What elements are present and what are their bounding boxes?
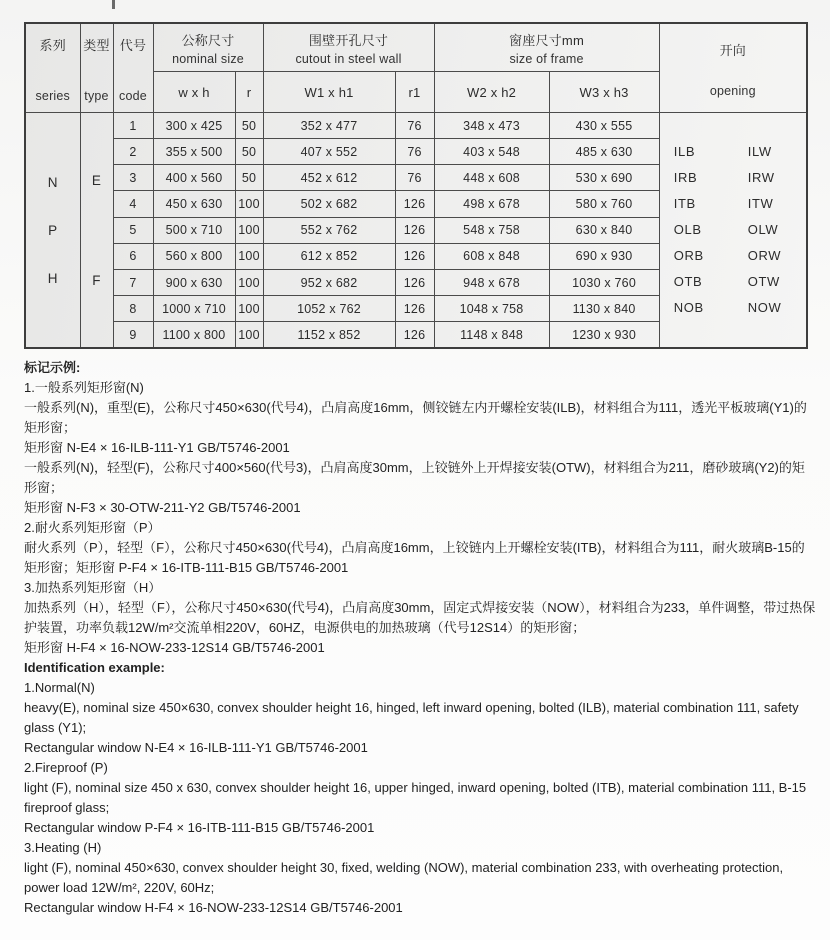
wxh-cell: 400 x 560: [153, 165, 235, 191]
opening-code: ITB: [673, 196, 696, 211]
series-P: P: [48, 222, 58, 238]
notes-title-zh: 标记示例:: [24, 360, 81, 375]
w3h3-cell: 430 x 555: [549, 113, 659, 139]
w2h2-cell: 448 x 608: [434, 165, 549, 191]
note-zh-heating-code: 矩形窗 H-F4 × 16-NOW-233-12S14 GB/T5746-2001: [24, 640, 325, 655]
w2h2-cell: 348 x 473: [434, 113, 549, 139]
type-cell: [80, 113, 113, 349]
w3h3-cell: 530 x 690: [549, 165, 659, 191]
header-r1: r1: [395, 72, 434, 113]
opening-pair: [660, 269, 807, 295]
r1-cell: 126: [395, 243, 434, 269]
opening-pair: [660, 243, 807, 269]
note-zh-fireproof-desc: 耐火系列（P），轻型（F），公称尺寸450×630(代号4)，凸肩高度16mm，上铰链内上开螺栓安装(ITB)，材料组合为111，耐火玻璃B-15的矩形窗；矩形窗 P-F4 × 16-ITB-111-B15 GB/T5746-2001: [24, 540, 805, 575]
header-cutout: [263, 23, 434, 72]
w3h3-cell: 690 x 930: [549, 243, 659, 269]
w1h1-cell: 1052 x 762: [263, 296, 395, 322]
opening-code: ITW: [747, 196, 774, 211]
r1-cell: 126: [395, 217, 434, 243]
wxh-cell: 300 x 425: [153, 113, 235, 139]
code-cell: 5: [113, 217, 153, 243]
header-w3xh3: W3 x h3: [549, 72, 659, 113]
header-series-zh: 系列: [39, 38, 66, 53]
code-cell: 1: [113, 113, 153, 139]
w1h1-cell: 352 x 477: [263, 113, 395, 139]
r-cell: 100: [235, 322, 263, 348]
header-r: r: [235, 72, 263, 113]
wxh-cell: 450 x 630: [153, 191, 235, 217]
w1h1-cell: 502 x 682: [263, 191, 395, 217]
w3h3-cell: 1030 x 760: [549, 269, 659, 295]
table-body: [25, 113, 807, 349]
r-cell: 100: [235, 296, 263, 322]
series-N: N: [47, 174, 58, 190]
header-code-zh: 代号: [119, 38, 147, 53]
r-cell: 100: [235, 217, 263, 243]
type-E: E: [91, 172, 102, 188]
header-opening: [659, 23, 807, 113]
notes-section: [24, 358, 816, 918]
opening-code: OLB: [673, 222, 702, 237]
header-code: [113, 23, 153, 113]
code-cell: 3: [113, 165, 153, 191]
note-zh-section2-title: 2.耐火系列矩形窗（P）: [24, 520, 161, 535]
series-H: H: [47, 270, 58, 286]
wxh-cell: 500 x 710: [153, 217, 235, 243]
spec-table: [24, 22, 808, 349]
r1-cell: 76: [395, 113, 434, 139]
w2h2-cell: 1048 x 758: [434, 296, 549, 322]
series-cell: [25, 113, 80, 349]
opening-code: OLW: [747, 222, 779, 237]
header-series: [25, 23, 80, 113]
opening-code: NOW: [747, 300, 782, 315]
note-en-section1-title: 1.Normal(N): [24, 680, 95, 695]
wxh-cell: 900 x 630: [153, 269, 235, 295]
opening-pair: [660, 191, 807, 217]
header-cutout-zh: 围壁开孔尺寸: [308, 32, 389, 48]
code-cell: 9: [113, 322, 153, 348]
header-wxh: w x h: [153, 72, 235, 113]
note-en-section2-title: 2.Fireproof (P): [24, 760, 108, 775]
r1-cell: 76: [395, 139, 434, 165]
note-en-normal-code: Rectangular window N-E4 × 16-ILB-111-Y1 GB/T5746-2001: [24, 740, 368, 755]
opening-pair: [660, 217, 807, 243]
w2h2-cell: 1148 x 848: [434, 322, 549, 348]
r1-cell: 126: [395, 296, 434, 322]
opening-pair: [660, 139, 807, 165]
r-cell: 50: [235, 113, 263, 139]
header-opening-en: opening: [709, 84, 756, 98]
header-series-en: series: [35, 89, 71, 103]
w1h1-cell: 452 x 612: [263, 165, 395, 191]
note-zh-normal-light-desc: 一般系列(N)，轻型(F)，公称尺寸400×560(代号3)，凸肩高度30mm，上铰链外上开焊接安装(OTW)，材料组合为211，磨砂玻璃(Y2)的矩形窗；: [24, 460, 805, 495]
header-cutout-en: cutout in steel wall: [295, 51, 402, 66]
r-cell: 100: [235, 191, 263, 217]
header-frame-zh: 窗座尺寸mm: [509, 32, 584, 48]
w2h2-cell: 948 x 678: [434, 269, 549, 295]
code-cell: 4: [113, 191, 153, 217]
header-code-en: code: [119, 89, 147, 103]
w1h1-cell: 612 x 852: [263, 243, 395, 269]
wxh-cell: 1000 x 710: [153, 296, 235, 322]
note-en-fireproof-code: Rectangular window P-F4 × 16-ITB-111-B15 GB/T5746-2001: [24, 820, 375, 835]
header-opening-zh: 开向: [719, 43, 746, 58]
w3h3-cell: 580 x 760: [549, 191, 659, 217]
r-cell: 100: [235, 269, 263, 295]
type-F: F: [92, 272, 101, 288]
w3h3-cell: 1130 x 840: [549, 296, 659, 322]
table-header: [25, 23, 807, 113]
note-en-normal-desc: heavy(E), nominal size 450×630, convex shoulder height 16, hinged, left inward opening, bolted (ILB), material combination 111, safety glass (Y1);: [24, 700, 799, 735]
opening-code: OTW: [747, 274, 780, 289]
w3h3-cell: 1230 x 930: [549, 322, 659, 348]
opening-code: ILW: [747, 144, 772, 159]
header-nominal-size: [153, 23, 263, 72]
r1-cell: 126: [395, 322, 434, 348]
note-en-heating-desc: light (F), nominal 450×630, convex shoulder height 30, fixed, welding (NOW), material combination 233, with overheating protection, power load 12W/m², 220V, 60Hz;: [24, 860, 784, 895]
notes-title-en: Identification example:: [24, 660, 165, 675]
wxh-cell: 560 x 800: [153, 243, 235, 269]
opening-pair: [660, 165, 807, 191]
r-cell: 100: [235, 243, 263, 269]
code-cell: 6: [113, 243, 153, 269]
note-zh-section1-title: 1.一般系列矩形窗(N): [24, 380, 144, 395]
note-zh-section3-title: 3.加热系列矩形窗（H）: [24, 580, 162, 595]
code-cell: 2: [113, 139, 153, 165]
w2h2-cell: 403 x 548: [434, 139, 549, 165]
opening-code: IRW: [747, 170, 775, 185]
header-frame-en: size of frame: [509, 51, 584, 66]
opening-code: ORW: [747, 248, 782, 263]
wxh-cell: 1100 x 800: [153, 322, 235, 348]
note-zh-normal-heavy-desc: 一般系列(N)，重型(E)，公称尺寸450×630(代号4)，凸肩高度16mm，侧铰链左内开螺栓安装(ILB)，材料组合为111，透光平板玻璃(Y1)的矩形窗；: [24, 400, 807, 435]
w3h3-cell: 630 x 840: [549, 217, 659, 243]
code-cell: 8: [113, 296, 153, 322]
r1-cell: 76: [395, 165, 434, 191]
opening-code: ORB: [673, 248, 704, 263]
header-nominal-en: nominal size: [172, 51, 244, 66]
w1h1-cell: 552 x 762: [263, 217, 395, 243]
header-nominal-zh: 公称尺寸: [181, 32, 235, 48]
w1h1-cell: 407 x 552: [263, 139, 395, 165]
note-zh-heating-desc: 加热系列（H），轻型（F），公称尺寸450×630(代号4)，凸肩高度30mm，固定式焊接安装（NOW），材料组合为233，单件调整，带过热保护装置，功率负载12W/m²交流单相220V，60HZ，电源供电的加热玻璃（代号12S14）的矩形窗；: [24, 600, 816, 635]
note-en-fireproof-desc: light (F), nominal size 450 x 630, convex shoulder height 16, upper hinged, inward opening, bolted (ITB), material combination 111, B-15 fireproof glass;: [24, 780, 807, 815]
opening-code: NOB: [673, 300, 704, 315]
table-row: [25, 113, 807, 139]
header-type: [80, 23, 113, 113]
w2h2-cell: 548 x 758: [434, 217, 549, 243]
note-zh-normal-light-code: 矩形窗 N-F3 × 30-OTW-211-Y2 GB/T5746-2001: [24, 500, 301, 515]
opening-cell: [659, 113, 807, 349]
note-zh-normal-heavy-code: 矩形窗 N-E4 × 16-ILB-111-Y1 GB/T5746-2001: [24, 440, 290, 455]
note-en-section3-title: 3.Heating (H): [24, 840, 102, 855]
r1-cell: 126: [395, 269, 434, 295]
code-cell: 7: [113, 269, 153, 295]
header-frame-size: [434, 23, 659, 72]
header-w1xh1: W1 x h1: [263, 72, 395, 113]
opening-code: IRB: [673, 170, 698, 185]
opening-code: OTB: [673, 274, 703, 289]
scan-artifact: [112, 0, 115, 9]
header-type-en: type: [84, 89, 109, 103]
w1h1-cell: 1152 x 852: [263, 322, 395, 348]
w2h2-cell: 498 x 678: [434, 191, 549, 217]
w2h2-cell: 608 x 848: [434, 243, 549, 269]
r-cell: 50: [235, 165, 263, 191]
r1-cell: 126: [395, 191, 434, 217]
r-cell: 50: [235, 139, 263, 165]
header-w2xh2: W2 x h2: [434, 72, 549, 113]
w1h1-cell: 952 x 682: [263, 269, 395, 295]
note-en-heating-code: Rectangular window H-F4 × 16-NOW-233-12S14 GB/T5746-2001: [24, 900, 403, 915]
header-type-zh: 类型: [83, 38, 110, 53]
opening-code: ILB: [673, 144, 696, 159]
opening-pair: [660, 295, 807, 321]
wxh-cell: 355 x 500: [153, 139, 235, 165]
w3h3-cell: 485 x 630: [549, 139, 659, 165]
